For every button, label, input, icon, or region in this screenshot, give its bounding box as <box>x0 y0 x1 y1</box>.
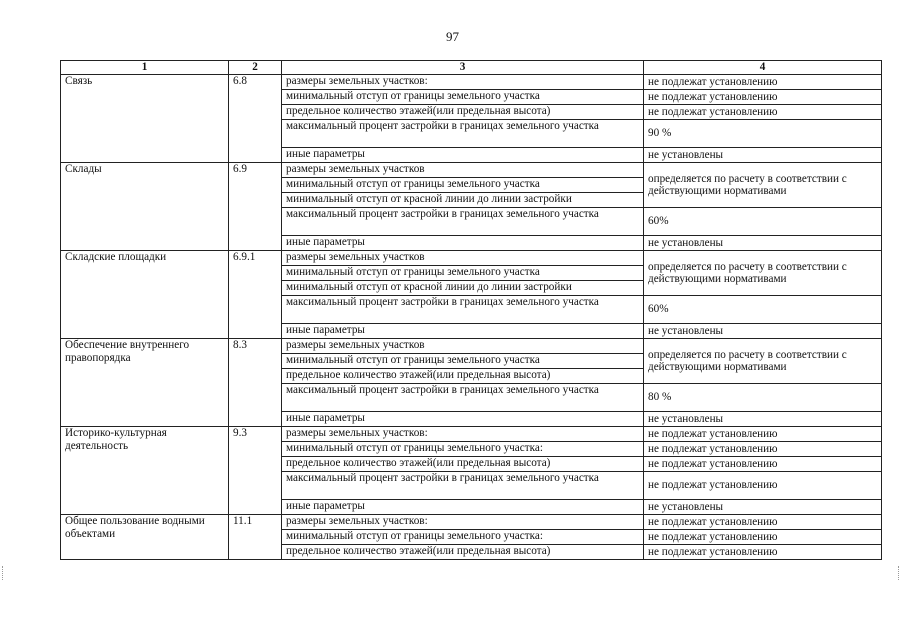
use-type-code: 11.1 <box>229 515 282 560</box>
use-type-code: 8.3 <box>229 339 282 427</box>
parameter-value: не установлены <box>644 500 882 515</box>
table-row <box>61 339 882 354</box>
page-number: 97 <box>446 29 459 44</box>
parameter-name: размеры земельных участков: <box>282 427 644 442</box>
parameter-name: минимальный отступ от границы земельного участка <box>282 354 644 369</box>
use-type-code: 6.8 <box>229 75 282 163</box>
parameter-name: максимальный процент застройки в границах земельного участка <box>282 296 644 324</box>
parameter-value: не подлежат установлению <box>644 442 882 457</box>
parameter-name: максимальный процент застройки в границах земельного участка <box>282 472 644 500</box>
parameter-name: иные параметры <box>282 500 644 515</box>
parameter-name: предельное количество этажей(или предельная высота) <box>282 369 644 384</box>
parameter-name: максимальный процент застройки в границах земельного участка <box>282 384 644 412</box>
use-type-code: 6.9 <box>229 163 282 251</box>
parameter-value-merged: определяется по расчету в соответствии с действующими нормативами <box>644 163 882 208</box>
use-type-code: 9.3 <box>229 427 282 515</box>
parameter-value: не подлежат установлению <box>644 427 882 442</box>
parameter-value: не подлежат установлению <box>644 90 882 105</box>
parameter-value: не подлежат установлению <box>644 105 882 120</box>
parameter-name: предельное количество этажей(или предельная высота) <box>282 457 644 472</box>
table-row <box>61 163 882 178</box>
parameter-value: 60% <box>644 296 882 324</box>
parameter-name: минимальный отступ от границы земельного участка: <box>282 530 644 545</box>
use-type-name: Историко-культурная деятельность <box>61 427 229 515</box>
table-body <box>61 75 882 560</box>
parameter-value: не подлежат установлению <box>644 515 882 530</box>
parameter-value: не подлежат установлению <box>644 457 882 472</box>
use-type-name: Складские площадки <box>61 251 229 339</box>
parameter-value: 80 % <box>644 384 882 412</box>
parameter-value: не подлежат установлению <box>644 530 882 545</box>
parameter-name: минимальный отступ от границы земельного участка <box>282 90 644 105</box>
parameter-name: предельное количество этажей(или предельная высота) <box>282 105 644 120</box>
table-row <box>61 75 882 90</box>
parameter-value: не подлежат установлению <box>644 472 882 500</box>
parameter-name: минимальный отступ от границы земельного участка: <box>282 442 644 457</box>
column-header-3: 3 <box>282 61 644 75</box>
parameter-name: иные параметры <box>282 324 644 339</box>
table-row <box>61 515 882 530</box>
column-header-4: 4 <box>644 61 882 75</box>
parameter-name: иные параметры <box>282 236 644 251</box>
scan-edge-mark-left <box>2 566 6 580</box>
table-row <box>61 251 882 266</box>
scan-edge-mark-right <box>898 566 902 580</box>
parameter-name: размеры земельных участков: <box>282 515 644 530</box>
parameter-name: размеры земельных участков <box>282 339 644 354</box>
parameter-value: не установлены <box>644 148 882 163</box>
regulations-table <box>60 60 882 560</box>
parameter-name: максимальный процент застройки в границах земельного участка <box>282 120 644 148</box>
parameter-value-merged: определяется по расчету в соответствии с действующими нормативами <box>644 339 882 384</box>
parameter-name: иные параметры <box>282 412 644 427</box>
parameter-name: минимальный отступ от границы земельного участка <box>282 266 644 281</box>
parameter-value: 90 % <box>644 120 882 148</box>
parameter-value: 60% <box>644 208 882 236</box>
parameter-name: иные параметры <box>282 148 644 163</box>
table-row <box>61 427 882 442</box>
parameter-name: минимальный отступ от красной линии до линии застройки <box>282 193 644 208</box>
use-type-code: 6.9.1 <box>229 251 282 339</box>
column-header-1: 1 <box>61 61 229 75</box>
use-type-name: Связь <box>61 75 229 163</box>
parameter-value: не подлежат установлению <box>644 545 882 560</box>
use-type-name: Общее пользование водными объектами <box>61 515 229 560</box>
parameter-name: минимальный отступ от красной линии до линии застройки <box>282 281 644 296</box>
use-type-name: Склады <box>61 163 229 251</box>
parameter-value: не установлены <box>644 324 882 339</box>
use-type-name: Обеспечение внутреннего правопорядка <box>61 339 229 427</box>
parameter-name: размеры земельных участков <box>282 251 644 266</box>
parameter-name: размеры земельных участков <box>282 163 644 178</box>
parameter-value-merged: определяется по расчету в соответствии с действующими нормативами <box>644 251 882 296</box>
parameter-value: не установлены <box>644 412 882 427</box>
column-header-2: 2 <box>229 61 282 75</box>
parameter-name: размеры земельных участков: <box>282 75 644 90</box>
parameter-name: минимальный отступ от границы земельного участка <box>282 178 644 193</box>
header-row <box>61 61 882 75</box>
parameter-value: не установлены <box>644 236 882 251</box>
parameter-name: максимальный процент застройки в границах земельного участка <box>282 208 644 236</box>
parameter-name: предельное количество этажей(или предельная высота) <box>282 545 644 560</box>
parameter-value: не подлежат установлению <box>644 75 882 90</box>
